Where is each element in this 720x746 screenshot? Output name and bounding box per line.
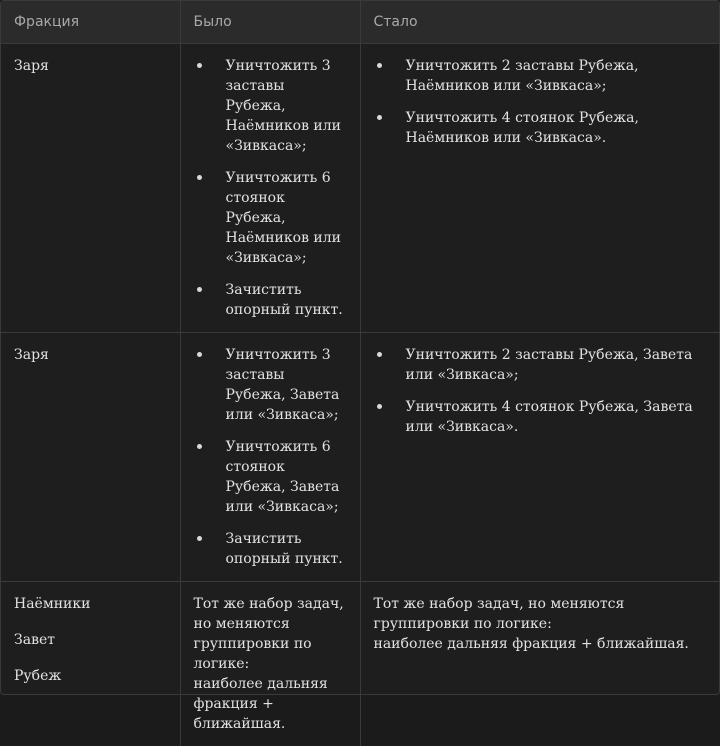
list-item: Уничтожить 6 стоянок Рубежа, Завета или «Зивкаса»;	[194, 437, 347, 517]
after-list	[374, 345, 707, 437]
header-faction: Фракция	[1, 1, 180, 43]
list-item: Уничтожить 4 стоянок Рубежа, Завета или «Зивкаса».	[374, 397, 707, 437]
list-item: Уничтожить 2 заставы Рубежа, Наёмников или «Зивкаса»;	[374, 56, 707, 96]
list-item: Зачистить опорный пункт.	[194, 529, 347, 569]
after-text: наиболее дальняя фракция + ближайшая.	[373, 635, 689, 652]
faction-cell	[1, 581, 180, 746]
list-item: Уничтожить 4 стоянок Рубежа, Наёмников или «Зивкаса».	[374, 108, 707, 148]
table-row	[1, 581, 719, 746]
after-text: Тот же набор задач, но меняются группировки по логике:	[373, 595, 625, 632]
before-list	[194, 56, 347, 320]
list-item: Зачистить опорный пункт.	[194, 280, 347, 320]
after-list	[374, 56, 707, 148]
faction-cell: Заря	[1, 43, 180, 332]
changes-table	[1, 1, 719, 746]
before-text: наиболее дальняя фракция + ближайшая.	[193, 675, 328, 732]
after-cell	[360, 581, 719, 746]
faction-cell: Заря	[1, 332, 180, 581]
list-item: Уничтожить 3 заставы Рубежа, Наёмников или «Зивкаса»;	[194, 56, 347, 156]
faction-name: Завет	[14, 631, 55, 648]
before-list	[194, 345, 347, 569]
before-cell	[180, 332, 360, 581]
table-row	[1, 332, 719, 581]
faction-name: Рубеж	[14, 667, 62, 684]
table-header-row	[1, 1, 719, 43]
before-text: Тот же набор задач, но меняются группировки по логике:	[193, 595, 344, 672]
list-item: Уничтожить 2 заставы Рубежа, Завета или «Зивкаса»;	[374, 345, 707, 385]
after-cell	[360, 332, 719, 581]
after-cell	[360, 43, 719, 332]
header-before: Было	[180, 1, 360, 43]
before-cell	[180, 581, 360, 746]
table-row	[1, 43, 719, 332]
list-item: Уничтожить 3 заставы Рубежа, Завета или «Зивкаса»;	[194, 345, 347, 425]
before-cell	[180, 43, 360, 332]
list-item: Уничтожить 6 стоянок Рубежа, Наёмников или «Зивкаса»;	[194, 168, 347, 268]
header-after: Стало	[360, 1, 719, 43]
faction-name: Наёмники	[14, 595, 91, 612]
